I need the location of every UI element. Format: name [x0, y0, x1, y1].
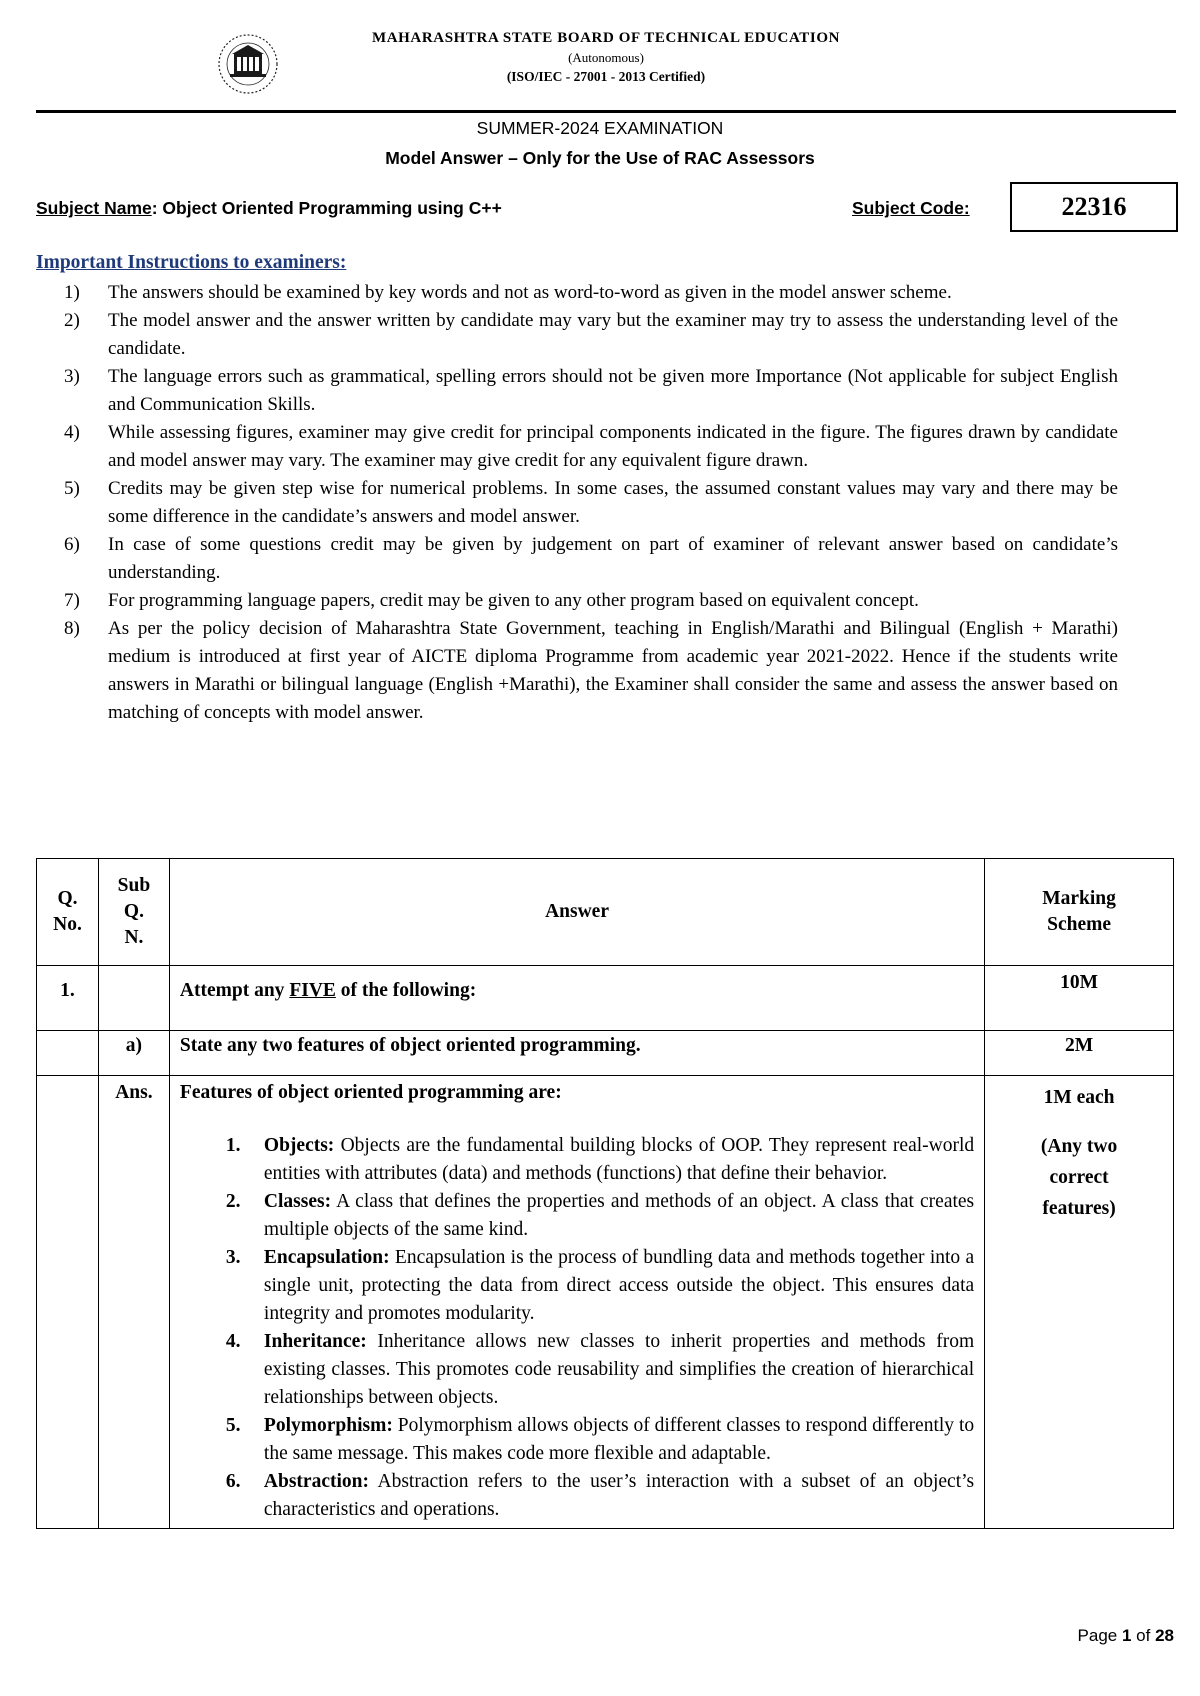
- subject-name: [36, 198, 502, 219]
- features-list: [180, 1132, 974, 1524]
- answer-intro: Features of object oriented programming are:: [179, 1082, 562, 1103]
- header-subq: Sub Q. N.: [98, 859, 169, 966]
- list-item: 7) For programming language papers, credit may be given to any other program based on equivalent concept.: [64, 590, 919, 611]
- subject-name-value: : Object Oriented Programming using C++: [151, 198, 502, 218]
- list-item: 6. Abstraction: Abstraction refers to the user’s interaction with a subset of an object’s characteristics and operations.: [225, 1471, 975, 1520]
- subject-code-box: 22316: [1010, 182, 1178, 232]
- org-iso: (ISO/IEC - 27001 - 2013 Certified): [506, 69, 706, 84]
- list-item: 1. Objects: Objects are the fundamental building blocks of OOP. They represent real-world entities with attributes (data) and methods (functions) that define their behavior.: [225, 1135, 975, 1184]
- table-row: [37, 966, 1174, 1031]
- row2-question: State any two features of object oriented programming.: [169, 1031, 984, 1076]
- header-divider: [36, 110, 1176, 113]
- list-item: 4. Inheritance: Inheritance allows new classes to inherit properties and methods from existing classes. This promotes code reusability and simplifies the creation of hierarchical relationships between objects.: [225, 1331, 975, 1408]
- organization-block: [36, 30, 1176, 85]
- exam-title: SUMMER-2024 EXAMINATION: [476, 118, 724, 138]
- row2-sub: a): [98, 1031, 169, 1076]
- list-item: 2) The model answer and the answer written by candidate may vary but the examiner may try to assess the understanding level of the candidate.: [64, 310, 1118, 359]
- row3-answer: [169, 1076, 984, 1529]
- table-header-row: [37, 859, 1174, 966]
- header-marking: Marking Scheme: [985, 859, 1174, 966]
- list-item: 1) The answers should be examined by key words and not as word-to-word as given in the model answer scheme.: [64, 282, 952, 303]
- exam-subtitle: Model Answer – Only for the Use of RAC Assessors: [385, 148, 815, 168]
- row2-qno: [37, 1031, 99, 1076]
- org-name: MAHARASHTRA STATE BOARD OF TECHNICAL EDUCATION: [371, 30, 841, 46]
- table-row: [37, 1031, 1174, 1076]
- list-item: 8) As per the policy decision of Maharashtra State Government, teaching in English/Marathi and Bilingual (English + Marathi) medium is introduced at first year of AICTE diploma Programme from academic year 2021-2022. Hence if the students write answers in Marathi or bilingual language (English +Marathi), the Examiner shall consider the same and assess the answer based on matching of concepts with model answer.: [64, 618, 1118, 723]
- row1-sub: [98, 966, 169, 1031]
- instructions-list: [64, 279, 1118, 727]
- list-item: 5. Polymorphism: Polymorphism allows objects of different classes to respond differently to the same message. This makes code more flexible and adaptable.: [225, 1415, 975, 1464]
- list-item: 2. Classes: A class that defines the properties and methods of an object. A class that creates multiple objects of the same kind.: [225, 1191, 975, 1240]
- org-autonomous: (Autonomous): [568, 50, 644, 65]
- header-answer: Answer: [169, 859, 984, 966]
- row1-question: Attempt any FIVE of the following:: [169, 966, 984, 1031]
- instructions-title: Important Instructions to examiners:: [36, 252, 347, 273]
- list-item: 3. Encapsulation: Encapsulation is the process of bundling data and methods together into a single unit, protecting the data from direct access outside the object. This ensures data integrity and promotes modularity.: [225, 1247, 975, 1324]
- row3-marks: 1M each (Any two correct features): [985, 1076, 1174, 1529]
- list-item: 3) The language errors such as grammatical, spelling errors should not be given more Importance (Not applicable for subject English and Communication Skills.: [64, 366, 1118, 415]
- header: [36, 22, 1176, 110]
- row3-sub: Ans.: [98, 1076, 169, 1529]
- table-row: [37, 1076, 1174, 1529]
- row2-marks: 2M: [985, 1031, 1174, 1076]
- row3-qno: [37, 1076, 99, 1529]
- list-item: 5) Credits may be given step wise for numerical problems. In some cases, the assumed constant values may vary and there may be some difference in the candidate’s answers and model answer.: [64, 478, 1118, 527]
- list-item: 6) In case of some questions credit may be given by judgement on part of examiner of relevant answer based on candidate’s understanding.: [64, 534, 1118, 583]
- row1-marks: 10M: [985, 966, 1174, 1031]
- subject-code-label: Subject Code:: [852, 198, 970, 218]
- answer-table: [36, 858, 1174, 1529]
- page-number: Page 1 of 28: [1077, 1626, 1174, 1645]
- subject-name-label: Subject Name: [36, 198, 152, 218]
- list-item: 4) While assessing figures, examiner may give credit for principal components indicated in the figure. The figures drawn by candidate and model answer may vary. The examiner may give credit for any equivalent figure drawn.: [64, 422, 1118, 471]
- row1-qno: 1.: [37, 966, 99, 1031]
- header-qno: Q. No.: [37, 859, 99, 966]
